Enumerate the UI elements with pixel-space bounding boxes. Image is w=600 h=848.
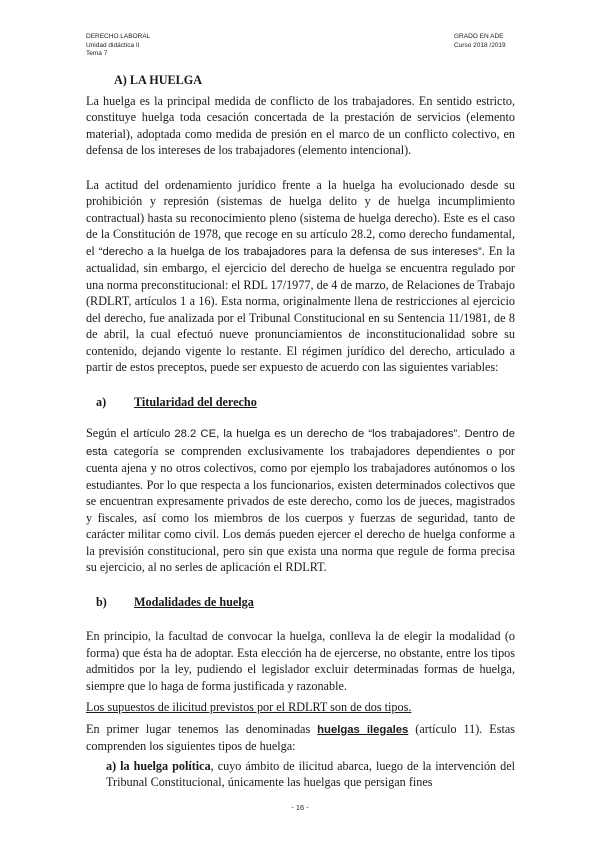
- subsection-a-title: Titularidad del derecho: [134, 394, 257, 409]
- page-number: - 16 -: [291, 803, 309, 812]
- header-degree: GRADO EN ADE: [454, 33, 504, 40]
- subsection-a-label: a): [96, 394, 107, 409]
- illegal-text-c: (artículo 11). Estas comprenden los siguientes tipos de huelga:: [86, 721, 515, 753]
- ownership-text-a: Según el: [86, 426, 134, 440]
- section-title: A) LA HUELGA: [114, 73, 203, 87]
- header-unit: Unidad didáctica II: [86, 41, 140, 49]
- illegal-text-a: En primer lugar tenemos las denominadas: [86, 721, 318, 736]
- header-course: DERECHO LABORAL: [86, 33, 151, 40]
- history-text-a: La actitud del ordenamiento jurídico frente a la huelga ha evolucionado desde su prohibición y represión (sistemas de huelga delito y de huelga incumplimiento contractual) hasta su reconocimiento pleno (sistema de huelga derecho). Este es el caso de la Constitución de 1978, que recoge en su artículo 28.2, como derecho fundamental, el: [86, 177, 515, 258]
- paragraph-definition: La huelga es la principal medida de conflicto de los trabajadores. En sentido estricto, constituye huelga toda cesación concertada de la prestación de servicios (elemento material), adoptada como medida de presión en el marco de un conflicto colectivo, en defensa de los intereses de los trabajadores (elemento intencional).: [86, 93, 515, 157]
- ownership-text-c: categoría se comprenden exclusivamente los trabajadores dependientes o por cuenta ajena y no otros colectivos, como por ejemplo los trabajadores autónomos o los estudiantes. Por lo que respecta a los funcionarios, existen determinados colectivos que se encuentran expresamente privados de este derecho, como los de jueces, magistrados y fiscales, así como los miembros de los cuerpos y fuerzas de seguridad, tanto de carácter militar como civil. Los demás pueden ejercer el derecho de huelga conforme a la previsión constitucional, pero sin que exista una norma que regule de forma precisa su ejercicio, al no serles de aplicación el RDLRT.: [86, 443, 515, 574]
- document-body: [86, 72, 515, 791]
- political-strike-term: a) la huelga política: [106, 758, 211, 773]
- header-left: [86, 33, 150, 59]
- paragraph-political-strike: [106, 758, 515, 791]
- paragraph-history: [86, 177, 515, 376]
- header-topic: Tema 7: [86, 50, 108, 57]
- paragraph-illegal-strikes: [86, 721, 515, 755]
- header-year: Curso 2018 /2019: [454, 41, 506, 49]
- subsection-b-heading: [86, 594, 515, 611]
- paragraph-modalities: En principio, la facultad de convocar la huelga, conlleva la de elegir la modalidad (o forma) que ésta ha de adoptar. Esta elección ha de ejercerse, no obstante, entre los tipos admitidos por la ley, pudiendo el legislador excluir determinadas formas de huelga, siempre que lo haga de forma justificada y razonable.: [86, 629, 515, 693]
- subsection-a-heading: [86, 394, 515, 411]
- constitution-quote: “derecho a la huelga de los trabajadores para la defensa de sus intereses”: [98, 245, 482, 258]
- history-text-b: . En la actualidad, sin embargo, el ejercicio del derecho de huelga se encuentra regulado por una norma preconstitucional: el RDL 17/1977, de 4 de marzo, de Relaciones de Trabajo (RDLRT, artículos 1 a 16). Esta norma, originalmente llena de restricciones al ejercicio del derecho, fue analizada por el Tribunal Constitucional en su Sentencia 11/1981, de 8 de abril, la cual efectuó nueve pronunciamientos de inconstitucionalidad sobre su contenido, dejando vigente lo restante. El régimen jurídico del derecho, articulado a partir de estos preceptos, puede ser expuesto de acuerdo con las siguientes variables:: [86, 243, 516, 374]
- header-right: [454, 33, 506, 50]
- ownership-article-ref: artículo 28.2 CE, la huelga es un derecho de “los trabajadores”. Dentro de esta: [86, 428, 515, 458]
- paragraph-illicit-types: Los supuestos de ilicitud previstos por el RDLRT son de dos tipos.: [86, 700, 412, 714]
- paragraph-ownership: [86, 425, 515, 576]
- political-strike-text: , cuyo ámbito de ilicitud abarca, luego de la intervención del Tribunal Constitucional, únicamente las huelgas que persigan fines: [106, 758, 515, 789]
- subsection-b-label: b): [96, 594, 107, 609]
- illegal-strikes-term: huelgas ilegales: [317, 723, 409, 736]
- subsection-b-title: Modalidades de huelga: [134, 594, 254, 609]
